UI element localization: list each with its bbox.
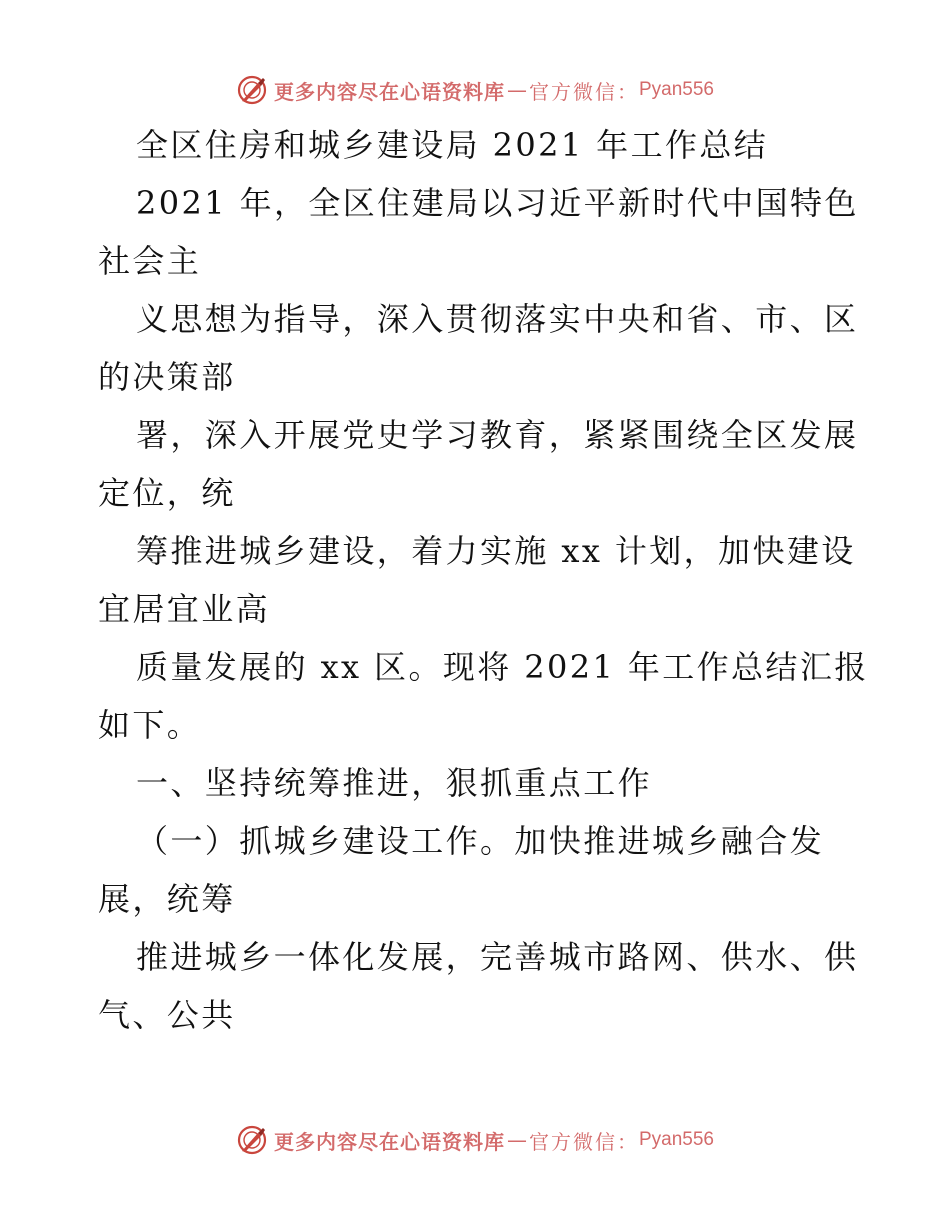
document-title: 全区住房和城乡建设局 2021 年工作总结: [136, 126, 769, 164]
paragraph-line: 推进城乡一体化发展，完善城市路网、供水、供: [136, 938, 859, 976]
document-body: [98, 116, 869, 1044]
section-heading: 一、坚持统筹推进，狠抓重点工作: [136, 764, 653, 802]
watermark-dash: —: [506, 1128, 527, 1152]
paragraph-line: 筹推进城乡建设，着力实施 xx 计划，加快建设: [136, 532, 856, 570]
paragraph-line: 义思想为指导，深入贯彻落实中央和省、市、区: [136, 300, 859, 338]
watermark-sub-text: 官方微信：: [528, 1129, 639, 1154]
paragraph-line: 气、公共: [98, 996, 236, 1034]
watermark-main-text: 更多内容尽在心语资料库: [273, 1129, 505, 1154]
watermark-dash: —: [506, 78, 527, 102]
watermark-main-text: 更多内容尽在心语资料库: [273, 79, 505, 104]
paragraph-line: 宜居宜业高: [98, 590, 271, 628]
watermark-id: Pyan556: [638, 1129, 714, 1150]
paragraph-line: 的决策部: [98, 358, 236, 396]
paragraph-line: 展，统筹: [98, 880, 236, 918]
watermark-top: [0, 70, 950, 110]
paragraph-line: 定位，统: [98, 474, 236, 512]
paragraph-line: 如下。: [98, 706, 202, 744]
watermark-bottom: [0, 1120, 950, 1160]
pen-logo-icon: [236, 1124, 268, 1156]
paragraph-line: 署，深入开展党史学习教育，紧紧围绕全区发展: [136, 416, 859, 454]
pen-logo-icon: [236, 74, 268, 106]
paragraph-line: 社会主: [98, 242, 202, 280]
watermark-id: Pyan556: [638, 79, 714, 100]
subsection-heading: （一）抓城乡建设工作。加快推进城乡融合发: [136, 822, 825, 860]
paragraph-line: 2021 年，全区住建局以习近平新时代中国特色: [136, 184, 859, 222]
paragraph-line: 质量发展的 xx 区。现将 2021 年工作总结汇报: [136, 648, 869, 686]
watermark-sub-text: 官方微信：: [528, 79, 639, 104]
